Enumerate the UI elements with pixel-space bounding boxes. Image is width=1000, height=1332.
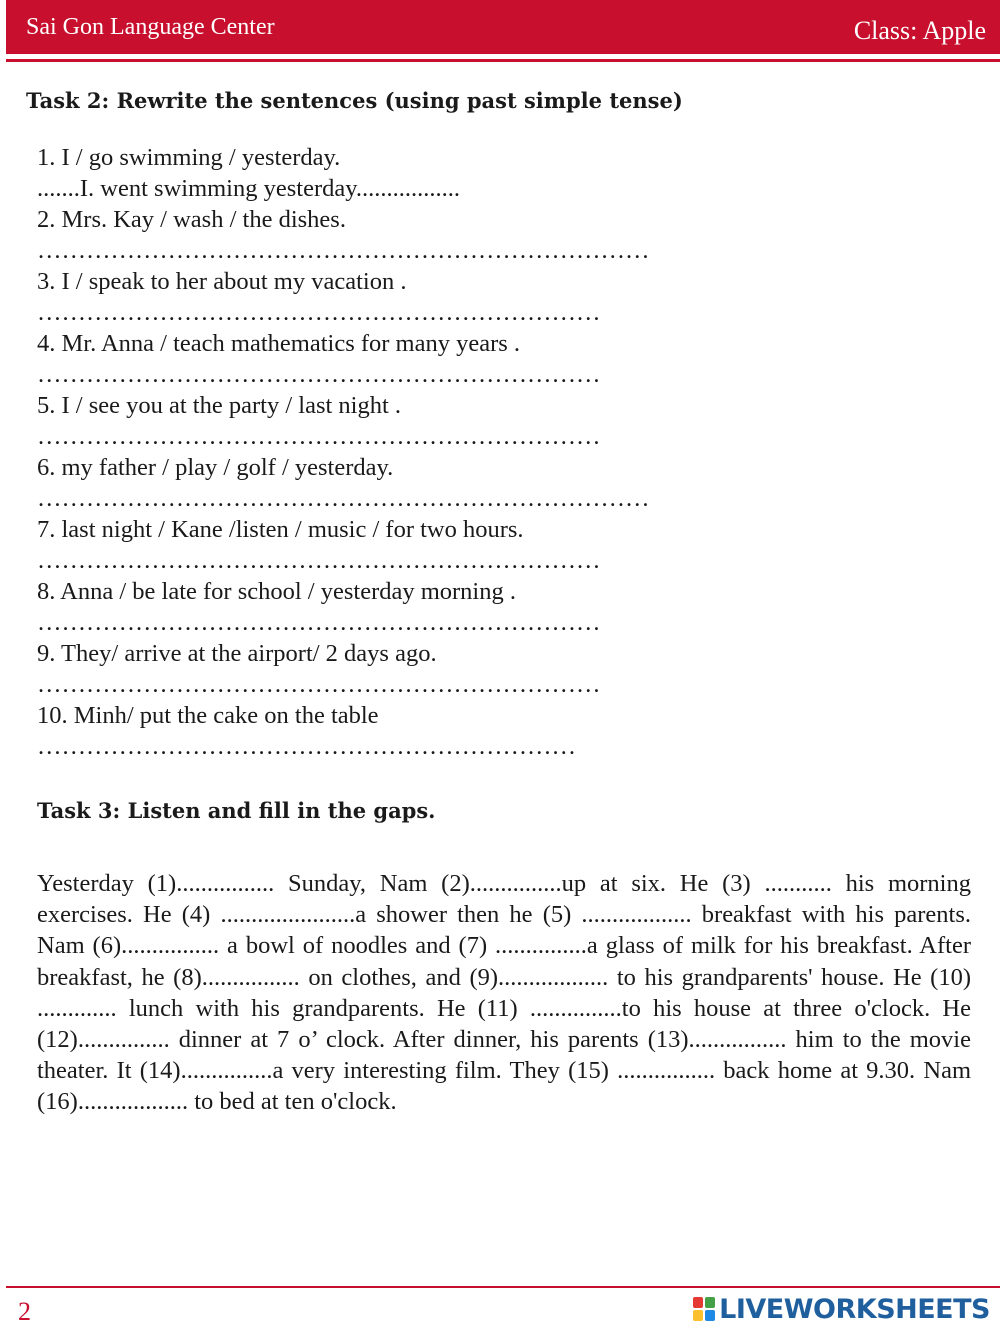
sentence-prompt: 3. I / speak to her about my vacation . — [37, 268, 407, 295]
sentence-prompt: 9. They/ arrive at the airport/ 2 days ago. — [37, 640, 437, 667]
answer-line[interactable]: …………………………………………………………… — [37, 423, 601, 450]
answer-line[interactable]: …………………………………………………………… — [37, 609, 601, 636]
page-header — [6, 0, 1000, 54]
sentence-prompt: 1. I / go swimming / yesterday. — [37, 144, 341, 171]
liveworksheets-watermark — [693, 1292, 990, 1326]
task2-title: Task 2: Rewrite the sentences (using past simple tense) — [26, 88, 683, 113]
answer-line[interactable]: …………………………………………………………… — [37, 299, 601, 326]
sentence-prompt: 6. my father / play / golf / yesterday. — [37, 454, 394, 481]
answer-line[interactable]: .......I. went swimming yesterday................. — [37, 175, 461, 202]
answer-line[interactable]: ………………………………………………………………… — [37, 485, 650, 512]
watermark-text: LIVEWORKSHEETS — [719, 1293, 990, 1325]
footer-divider — [6, 1286, 1000, 1288]
task2-sentence-list — [37, 142, 737, 762]
sentence-prompt: 5. I / see you at the party / last night . — [37, 392, 402, 419]
sentence-prompt: 2. Mrs. Kay / wash / the dishes. — [37, 206, 346, 233]
sentence-prompt: 7. last night / Kane /listen / music / for two hours. — [37, 516, 524, 543]
answer-line[interactable]: ………………………………………………………… — [37, 733, 576, 760]
page-number: 2 — [18, 1297, 31, 1326]
task3-title: Task 3: Listen and fill in the gaps. — [37, 798, 436, 823]
sentence-prompt: 4. Mr. Anna / teach mathematics for many years . — [37, 330, 521, 357]
answer-line[interactable]: …………………………………………………………… — [37, 547, 601, 574]
answer-line[interactable]: ………………………………………………………………… — [37, 237, 650, 264]
header-divider — [6, 59, 1000, 62]
task3-gap-paragraph: Yesterday (1)................ Sunday, Nam (2)...............up at six. He (3) ........... his morning exercises. He (4) ......................a shower then he (5) .................. breakfast with his parents. Nam (6)................ a bowl of noodles and (7) ...............a glass of milk for his breakfast. After breakfast, he (8)................ on clothes, and (9).................. to his grandparents' house. He (10) ............. lunch with his grandparents. He (11) ...............to his house at three o'clock. He (12)............... dinner at 7 o’ clock. After dinner, his parents (13)................ him to the movie theater. It (14)...............a very interesting film. They (15) ................ back home at 9.30. Nam (16).................. to bed at ten o'clock. — [37, 870, 971, 1116]
liveworksheets-logo-icon — [693, 1297, 715, 1321]
center-name: Sai Gon Language Center — [26, 14, 275, 40]
answer-line[interactable]: …………………………………………………………… — [37, 361, 601, 388]
class-label: Class: Apple — [853, 16, 986, 45]
answer-line[interactable]: …………………………………………………………… — [37, 671, 601, 698]
sentence-prompt: 8. Anna / be late for school / yesterday morning . — [37, 578, 516, 605]
sentence-prompt: 10. Minh/ put the cake on the table — [37, 702, 379, 729]
